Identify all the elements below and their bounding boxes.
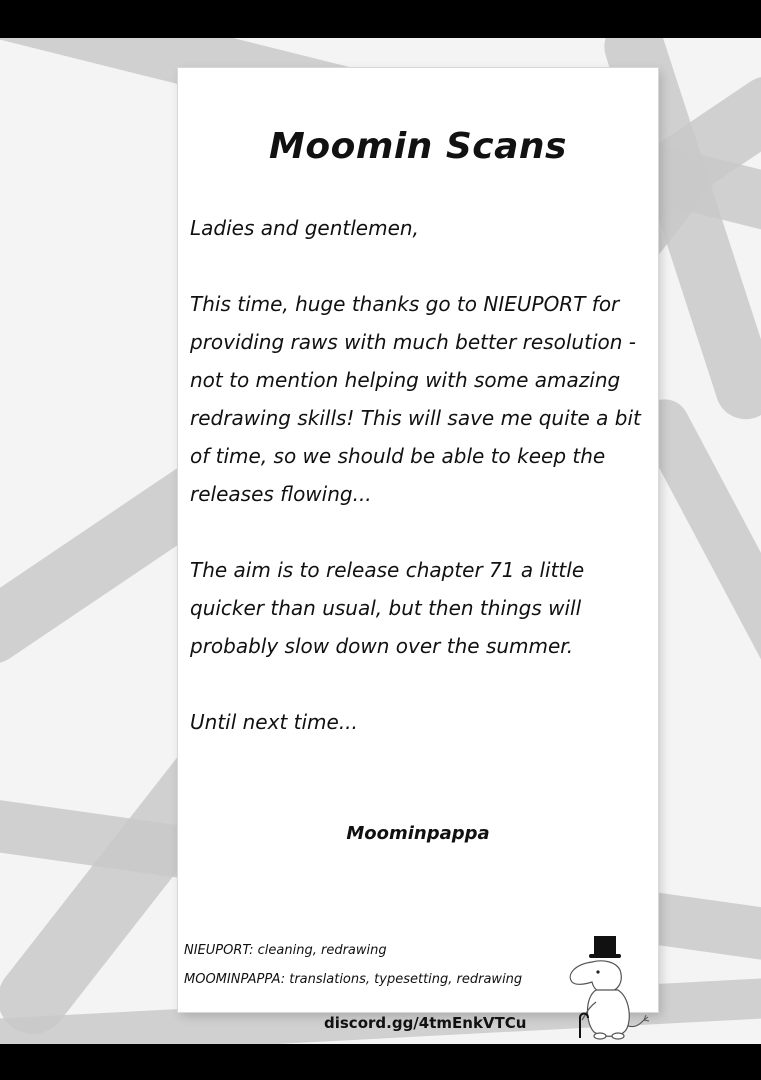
signature: Moominpappa	[346, 823, 490, 844]
message-paragraph-1: This time, huge thanks go to NIEUPORT for providing raws with much better resolution - not to mention helping with some amazing redrawing skills! This will save me quite a bit of time, so we should be able to keep the releases flowing...	[190, 292, 641, 506]
credits-list	[184, 936, 522, 994]
credits-card	[178, 68, 658, 1032]
credit-line: MOOMINPAPPA: translations, typesetting, redrawing	[184, 972, 523, 987]
page-title: Moomin Scans	[269, 126, 567, 167]
discord-link[interactable]: discord.gg/4tmEnkVTCu	[324, 1014, 527, 1032]
moominpappa-icon	[558, 932, 654, 1042]
credit-line: NIEUPORT: cleaning, redrawing	[184, 943, 387, 958]
greeting: Ladies and gentlemen,	[190, 216, 419, 240]
message-paragraph-2: The aim is to release chapter 71 a little quicker than usual, but then things will probably slow down over the summer.	[190, 558, 585, 658]
scan-page	[0, 38, 761, 1044]
message-body	[190, 209, 650, 779]
closing-line: Until next time...	[190, 710, 358, 734]
